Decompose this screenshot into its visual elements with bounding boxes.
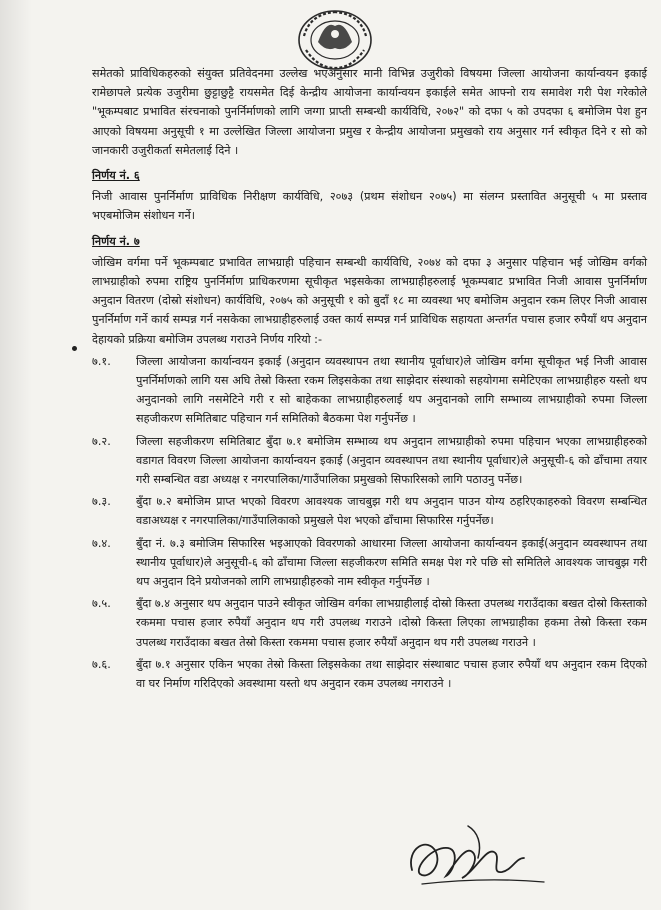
signature-icon [398,818,558,898]
decision-7-body: जोखिम वर्गमा पर्ने भूकम्पबाट प्रभावित लाभग्राही पहिचान सम्बन्धी कार्यविधि, २०७४ को दफा ३ अनुसार पहिचान भई जोखिम वर्गको लाभग्राहीको रुपमा राष्ट्रिय पुनर्निर्माण प्राधिकरणमा सूचीकृत भइसकेका लाभग्राहीहरुलाई भूकम्पबाट प्रभावित निजी आवास पुनर्निर्माण अनुदान वितरण (दोस्रो संशोधन) कार्यविधि, २०७५ को अनुसूची १ को बुदाँ १८ मा व्यवस्था भए बमोजिम अनुदान रकम लिएर निजी आवास पुनर्निर्माण गर्ने कार्य सम्पन्न गर्न नसकेका लाभग्राहीहरुलाई उक्त कार्य सम्पन्न गर्न प्राविधिक सहायता अन्तर्गत पचास हजार रुपैयाँ थप अनुदान देहायको प्रक्रिया बमोजिम उपलब्ध गराउने निर्णय गरियो :- [92,255,647,346]
item-number: ७.१. [92,354,111,368]
item-number: ७.४. [92,536,111,550]
item-number: ७.५. [92,597,111,611]
item-text: जिल्ला आयोजना कार्यान्वयन इकाई (अनुदान व्यवस्थापन तथा स्थानीय पूर्वाधार)ले जोखिम वर्गमा सूचीकृत भई निजी आवास पुनर्निर्माणको लागि यस अघि तेस्रो किस्ता रकम लिइसकेका तथा साझेदार संस्थाको सहयोगमा समेटिएका लाभग्राहीहरु यस्तो थप अनुदानको लागि नसमेटिने गरी र सो बाहेकका लाभग्राहीहरुलाई थप अनुदानको लागि सम्भाव्य लाभग्राहीको रुपमा जिल्ला सहजीकरण समितिबाट पहिचान गर्न समितिको बैठकमा पेश गर्नुपर्नेछ । [136,354,647,426]
decision-7-item [92,594,647,652]
item-number: ७.६. [92,657,111,671]
item-text: बुँदा ७.१ अनुसार एकिन भएका तेस्रो किस्ता लिइसकेका तथा साझेदार संस्थाबाट पचास हजार रुपैयाँ थप अनुदान रकम दिएको वा घर निर्माण गरिदिएको अवस्थामा यस्तो थप अनुदान रकम उपलब्ध नगराउने । [136,657,647,691]
decision-7-item [92,655,647,693]
document-body [92,64,647,693]
decision-7-item [92,534,647,592]
item-number: ७.३. [92,495,111,509]
item-text: बुँदा ७.२ बमोजिम प्राप्त भएको विवरण आवश्यक जाचबुझ गरी थप अनुदान पाउन योग्य ठहरिएकाहरुको विवरण सम्बन्धित वडाअध्यक्ष र नगरपालिका/गाउँपालिकाको प्रमुखले पेश भएको ढाँचामा सिफारिस गर्नुपर्नेछ। [136,495,647,528]
decision-6-heading: निर्णय नं. ६ [92,169,140,183]
item-text: जिल्ला सहजीकरण समितिबाट बुँदा ७.१ बमोजिम सम्भाव्य थप अनुदान लाभग्राहीको रुपमा पहिचान भएका लाभग्राहीहरुको वडागत विवरण जिल्ला आयोजना कार्यान्वयन इकाई (अनुदान व्यवस्थापन तथा स्थानीय पूर्वाधार)ले अनुसूची-६ को ढाँचामा तयार गरी सम्बन्धित वडा अध्यक्ष र नगरपालिका/गाउँपालिका प्रमुखको सिफारिसको लागि पठाउनु पर्नेछ। [136,434,647,487]
official-seal-icon [296,8,374,72]
decision-7-item [92,492,647,530]
item-number: ७.२. [92,434,111,448]
intro-paragraph: समेतको प्राविधिकहरुको संयुक्त प्रतिवेदनमा उल्लेख भएअनुसार मानी विभिन्न उजुरीको विषयमा जिल्ला आयोजना कार्यान्वयन इकाई रामेछापले प्रत्येक उजुरीमा छुट्टाछुट्टै रायसमेत दिई केन्द्रीय आयोजना कार्यान्वयन इकाईले समेत आफ्नो राय समावेश गरी पेश गरेकोले "भूकम्पबाट प्रभावित संरचनाको पुनर्निर्माणको लागि जग्गा प्राप्ती सम्बन्धी कार्यविधि, २०७२" को दफा ५ को उपदफा ६ बमोजिम पेश हुन आएको विषयमा अनुसूची १ मा उल्लेखित जिल्ला आयोजना प्रमुख र केन्द्रीय आयोजना प्रमुखको राय अनुसार गर्न स्वीकृत दिने र सो को जानकारी उजुरीकर्ता समेतलाई दिने । [92,67,647,157]
item-text: बुँदा ७.४ अनुसार थप अनुदान पाउने स्वीकृत जोखिम वर्गका लाभग्राहीलाई दोस्रो किस्ता उपलब्ध गराउँदाका बखत दोस्रो किस्ताको रकममा पचास हजार रुपैयाँ अनुदान थप गरी उपलब्ध गराउने ।दोस्रो किस्ता लिएका लाभग्राहीका हकमा तेस्रो किस्ता रकम उपलब्ध गराउँदाका बखत तेस्रो किस्ता रकममा पचास हजार रुपैयाँ अनुदान थप गरी उपलब्ध गराउने । [136,597,647,649]
item-text: बुँदा नं. ७.३ बमोजिम सिफारिस भइआएको विवरणको आधारमा जिल्ला आयोजना कार्यान्वयन इकाई(अनुदान व्यवस्थापन तथा स्थानीय पूर्वाधार)ले अनुसूची-६ को ढाँचामा जिल्ला सहजीकरण समिति समक्ष पेश गरे पछि सो समितिले आवश्यक जाचबुझ गरी थप अनुदान दिने प्रयोजनको लागि लाभग्राहीहरुको नाम स्वीकृत गर्नुपर्नेछ । [136,536,647,589]
decision-7-heading: निर्णय नं. ७ [92,234,140,248]
decision-7-item [92,352,647,429]
margin-dot [72,346,77,351]
decision-6-body: निजी आवास पुनर्निर्माण प्राविधिक निरीक्षण कार्यविधि, २०७३ (प्रथम संशोधन २०७५) मा संलग्न प्रस्तावित अनुसूची ५ मा प्रस्ताव भएबमोजिम संशोधन गर्ने। [92,190,647,223]
decision-7-item [92,432,647,490]
page-edge-shadow [0,0,32,910]
